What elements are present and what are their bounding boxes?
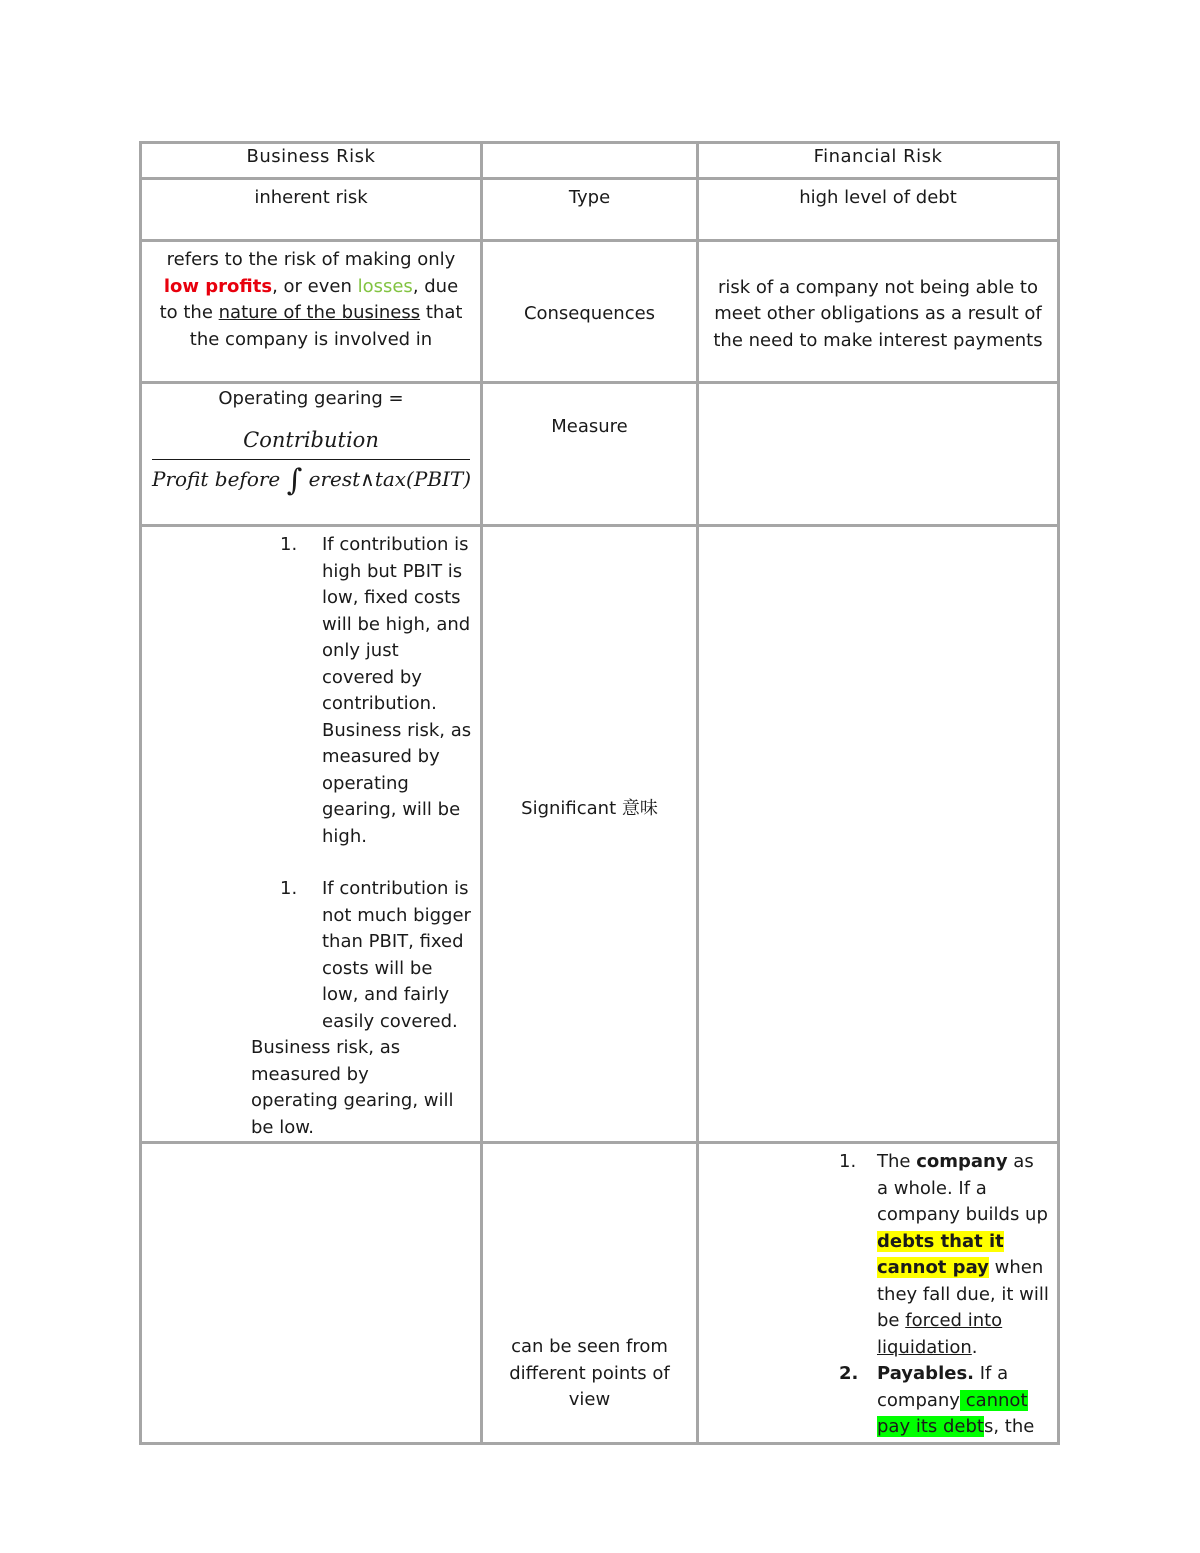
financial-type-cell: high level of debt (698, 179, 1059, 241)
text-part: when they fall due, it will be (877, 1257, 1049, 1331)
consequence-text-3: , due to the (159, 275, 459, 323)
list-number: 1. (280, 878, 298, 899)
text-part: s, the (983, 1416, 1035, 1437)
text-part: . (971, 1336, 978, 1358)
list-number: 1. (280, 534, 298, 555)
text-part: If a company (877, 1363, 1009, 1411)
consequence-text-2: , or even (272, 275, 358, 297)
financial-consequences-cell: risk of a company not being able to meet other obligations as a result of the need to make interest payments (698, 241, 1059, 383)
payables-bold-text: Payables. (877, 1363, 974, 1384)
significant-list (142, 532, 480, 1035)
list-item (699, 1149, 1057, 1361)
business-type-cell: inherent risk (141, 179, 482, 241)
operating-gearing-cell (141, 383, 482, 526)
risk-comparison-table (139, 141, 1060, 1445)
type-label-cell: Type (482, 179, 698, 241)
consequences-label-cell: Consequences (482, 241, 698, 383)
list-item (142, 876, 480, 1035)
business-risk-low-text: Business risk, as measured by operating gearing, will be low. (251, 1037, 454, 1138)
header-middle-empty (482, 143, 698, 179)
formula-numerator: Contribution (152, 423, 470, 460)
type-row (141, 179, 1059, 241)
viewpoints-list (699, 1149, 1057, 1441)
viewpoints-row (141, 1143, 1059, 1444)
header-row (141, 143, 1059, 179)
operating-gearing-label: Operating gearing = (218, 388, 404, 409)
financial-measure-cell (698, 383, 1059, 526)
viewpoints-label-cell: can be seen from different points of view (482, 1143, 698, 1444)
consequence-text-4: that the company is involved in (189, 302, 463, 350)
losses-text: losses (357, 275, 413, 297)
company-bold-text: company (916, 1151, 1008, 1172)
text-part: as a whole. If a company builds up (877, 1151, 1048, 1225)
significant-row (141, 526, 1059, 1143)
measure-label-cell: Measure (482, 383, 698, 526)
denominator-part-b: erest∧tax(PBIT) (308, 466, 472, 491)
consequence-text-1: refers to the risk of making only (166, 249, 456, 270)
debts-highlight-text: debts that it cannot pay (877, 1230, 1004, 1278)
formula-denominator (152, 460, 470, 500)
consequences-row (141, 241, 1059, 383)
header-business-risk: Business Risk (141, 143, 482, 179)
significant-label-cell: Significant 意味 (482, 526, 698, 1143)
denominator-part-a: Profit before (152, 466, 287, 491)
list-item (142, 532, 480, 850)
list-item (699, 1361, 1057, 1441)
text-part: The (877, 1151, 917, 1172)
list-item-text: If contribution is not much bigger than PBIT, fixed costs will be low, and fairly easily covered. (322, 878, 471, 1032)
financial-viewpoints-cell (698, 1143, 1059, 1444)
cannot-pay-highlight-text: cannot pay its debt (877, 1389, 1028, 1437)
operating-gearing-formula (152, 423, 470, 500)
list-number: 2. (839, 1363, 859, 1384)
list-item-text: If contribution is high but PBIT is low, fixed costs will be high, and only just covered by contribution. Business risk, as measured by operating gearing, will be high. (322, 534, 472, 847)
low-profits-text: low profits (163, 275, 273, 297)
forced-into-liquidation-text: forced into liquidation (877, 1310, 1003, 1358)
integral-symbol: ∫ (286, 462, 303, 498)
measure-row (141, 383, 1059, 526)
business-consequences-cell (141, 241, 482, 383)
nature-of-business-text: nature of the business (218, 302, 421, 323)
header-financial-risk: Financial Risk (698, 143, 1059, 179)
business-viewpoints-cell (141, 1143, 482, 1444)
list-number: 1. (839, 1151, 857, 1172)
financial-significant-cell (698, 526, 1059, 1143)
business-significant-cell (141, 526, 482, 1143)
